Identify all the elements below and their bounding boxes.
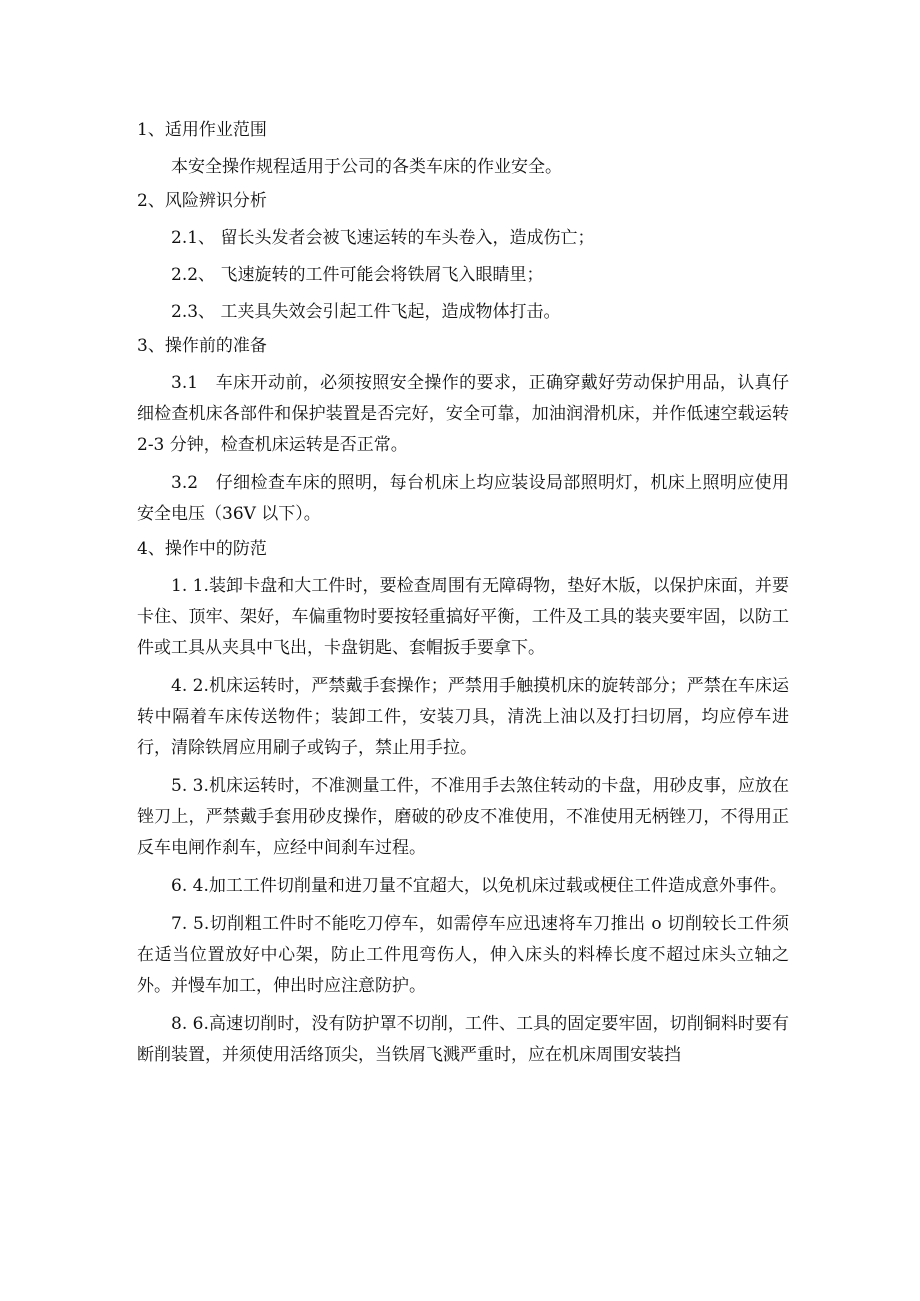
precaution-item-4: 6. 4.加工工件切削量和进刀量不宜超大，以免机床过载或梗住工件造成意外事件。 (171, 876, 787, 896)
document-body (137, 118, 789, 1078)
preparation-item-3-1: 3.1 车床开动前，必须按照安全操作的要求，正确穿戴好劳动保护用品，认真仔细检查机床各部件和保护装置是否完好，安全可靠，加油润滑机床，并作低速空载运转 2-3 分钟，检查机床运转是否正常。 (137, 373, 789, 455)
precaution-item-5: 7. 5.切削粗工件时不能吃刀停车，如需停车应迅速将车刀推出 o 切削较长工件须在适当位置放好中心架，防止工件甩弯伤人，伸入床头的料棒长度不超过床头立轴之外。并慢车加工，伸出时应注意防护。 (137, 914, 789, 996)
precaution-item-6: 8. 6.高速切削时，没有防护罩不切削，工件、工具的固定要牢固，切削铜料时要有断削装置，并须使用活络顶尖，当铁屑飞溅严重时，应在机床周围安装挡 (137, 1014, 789, 1065)
risk-item-2-1: 2.1、 留长头发者会被飞速运转的车头卷入，造成伤亡； (171, 228, 595, 248)
section-heading-scope: 1、适用作业范围 (137, 120, 267, 140)
section-heading-precautions: 4、操作中的防范 (137, 539, 267, 559)
precaution-item-2: 4. 2.机床运转时，严禁戴手套操作；严禁用手触摸机床的旋转部分；严禁在车床运转中隔着车床传送物件；装卸工件，安装刀具，清洗上油以及打扫切屑，均应停车进行，清除铁屑应用刷子或钩子，禁止用手拉。 (137, 676, 789, 758)
risk-item-2-3: 2.3、 工夹具失效会引起工件飞起，造成物体打击。 (171, 302, 561, 322)
precaution-item-1: 1. 1.装卸卡盘和大工件时，要检查周围有无障碍物，垫好木版，以保护床面，并要卡住、顶牢、架好，车偏重物时要按轻重搞好平衡，工件及工具的装夹要牢固，以防工件或工具从夹具中飞出，卡盘钥匙、套帽扳手要拿下。 (137, 576, 789, 658)
preparation-item-3-2: 3.2 仔细检查车床的照明，每台机床上均应装设局部照明灯，机床上照明应使用安全电压（36V 以下）。 (137, 473, 789, 524)
risk-item-2-2: 2.2、 飞速旋转的工件可能会将铁屑飞入眼睛里； (171, 265, 544, 285)
section-heading-risk: 2、风险辨识分析 (137, 191, 267, 211)
scope-paragraph: 本安全操作规程适用于公司的各类车床的作业安全。 (171, 157, 562, 177)
precaution-item-3: 5. 3.机床运转时，不准测量工件，不准用手去煞住转动的卡盘，用砂皮事，应放在锉刀上，严禁戴手套用砂皮操作，磨破的砂皮不准使用，不准使用无柄锉刀，不得用正反车电闸作刹车，应经中间刹车过程。 (137, 776, 789, 858)
section-heading-preparation: 3、操作前的准备 (137, 336, 267, 356)
